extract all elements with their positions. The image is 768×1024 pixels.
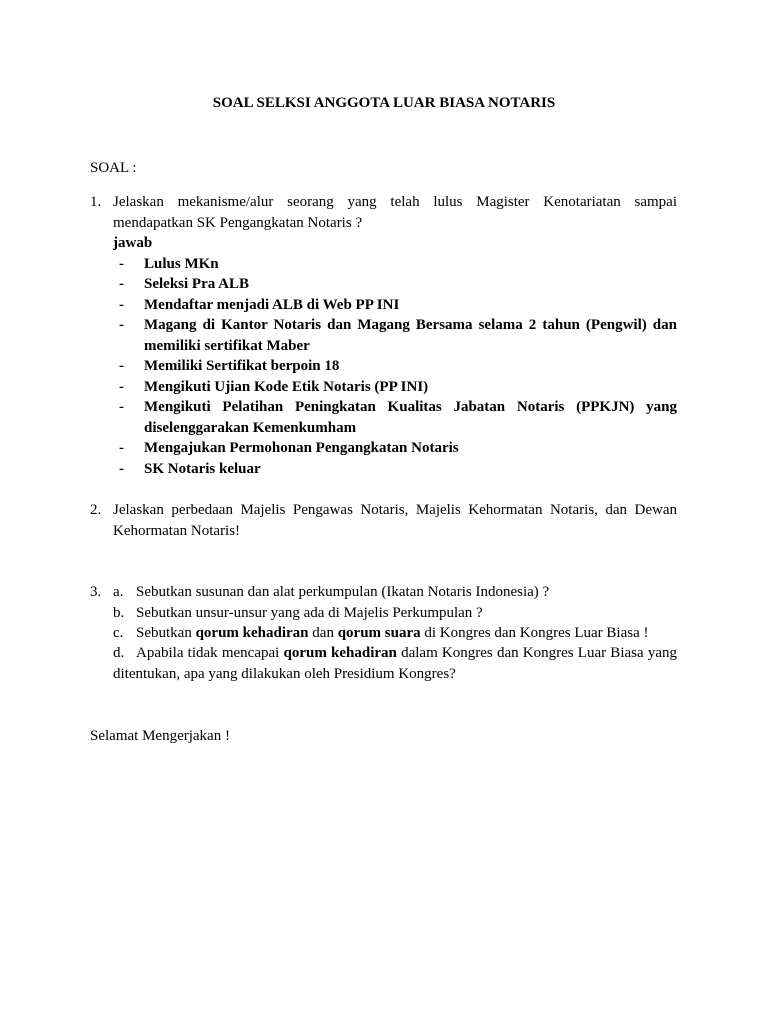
question-1-text: Jelaskan mekanisme/alur seorang yang telah lulus Magister Kenotariatan sampai mendapatkan SK Pengangkatan Notaris ? (113, 194, 677, 231)
question-1-number: 1. (90, 194, 102, 210)
answer-item: Seleksi Pra ALB (144, 276, 250, 292)
bullet-dash: - (119, 256, 124, 272)
answer-label: jawab (113, 235, 153, 251)
answer-item: SK Notaris keluar (144, 461, 261, 477)
document-title: SOAL SELKSI ANGGOTA LUAR BIASA NOTARIS (212, 95, 556, 111)
question-3c-letter: c. (113, 625, 124, 641)
bullet-dash: - (119, 276, 124, 292)
bullet-dash: - (119, 379, 124, 395)
answer-item: Magang di Kantor Notaris dan Magang Bersama selama 2 tahun (Pengwil) dan memiliki sertifikat Maber (144, 317, 677, 354)
bullet-dash: - (119, 461, 124, 477)
question-3c-part3: di Kongres dan Kongres Luar Biasa ! (420, 625, 649, 641)
question-3d-continuation: ditentukan, apa yang dilakukan oleh Presidium Kongres? (113, 666, 456, 682)
question-3d-letter: d. (113, 645, 125, 661)
answer-item: Mengikuti Pelatihan Peningkatan Kualitas Jabatan Notaris (PPKJN) yang diselenggarakan Kemenkumham (144, 399, 677, 436)
soal-label: SOAL : (90, 160, 137, 176)
question-3c-part2: dan (308, 625, 338, 641)
question-3d-part2: dalam Kongres dan Kongres Luar Biasa yang (396, 645, 677, 661)
answer-item: Mendaftar menjadi ALB di Web PP INI (144, 297, 400, 313)
closing-text: Selamat Mengerjakan ! (90, 728, 230, 744)
question-3a-letter: a. (113, 584, 124, 600)
question-3d-text (136, 643, 677, 663)
question-3c-bold2: qorum suara (337, 625, 421, 641)
question-3b-text: Sebutkan unsur-unsur yang ada di Majelis Perkumpulan ? (136, 605, 483, 621)
question-3c-part1: Sebutkan (136, 625, 196, 641)
answer-item: Mengikuti Ujian Kode Etik Notaris (PP INI) (144, 379, 429, 395)
bullet-dash: - (119, 440, 124, 456)
bullet-dash: - (119, 399, 124, 415)
question-3-number: 3. (90, 584, 102, 600)
answer-item: Memiliki Sertifikat berpoin 18 (144, 358, 340, 374)
question-3d-bold1: qorum kehadiran (283, 645, 397, 661)
question-3b-letter: b. (113, 605, 125, 621)
bullet-dash: - (119, 358, 124, 374)
bullet-dash: - (119, 297, 124, 313)
question-3a-text: Sebutkan susunan dan alat perkumpulan (Ikatan Notaris Indonesia) ? (136, 584, 550, 600)
question-3d-part1: Apabila tidak mencapai (136, 645, 284, 661)
answer-item: Lulus MKn (144, 256, 219, 272)
bullet-dash: - (119, 317, 124, 333)
question-2-number: 2. (90, 502, 102, 518)
question-3c-bold1: qorum kehadiran (195, 625, 309, 641)
question-3c-text (136, 623, 649, 643)
answer-item: Mengajukan Permohonan Pengangkatan Notaris (144, 440, 459, 456)
question-2-text: Jelaskan perbedaan Majelis Pengawas Notaris, Majelis Kehormatan Notaris, dan Dewan Kehormatan Notaris! (113, 502, 677, 539)
